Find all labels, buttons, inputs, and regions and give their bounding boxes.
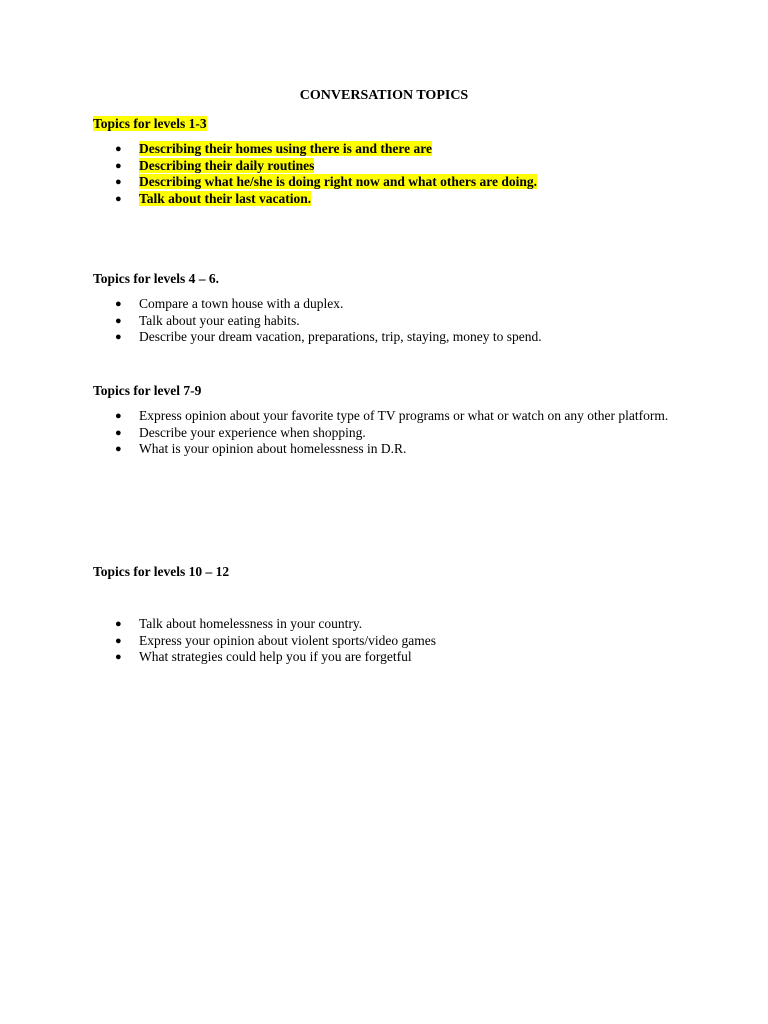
section-heading-levels-10-12: Topics for levels 10 – 12 bbox=[93, 564, 230, 579]
section-heading-levels-7-9: Topics for level 7-9 bbox=[93, 383, 202, 398]
bullet-icon: ● bbox=[115, 331, 122, 344]
bullet-icon: ● bbox=[115, 426, 122, 439]
section-heading-levels-4-6: Topics for levels 4 – 6. bbox=[93, 271, 220, 286]
bullet-icon: ● bbox=[115, 618, 122, 630]
list-item-text: What is your opinion about homelessness in D.R. bbox=[139, 441, 407, 457]
topic-list-levels-10-12 bbox=[0, 616, 768, 666]
list-item-text: Talk about your eating habits. bbox=[139, 312, 300, 328]
list-item-text: What strategies could help you if you are forgetful bbox=[139, 649, 412, 665]
list-item bbox=[0, 408, 669, 425]
section-heading-text: Topics for levels 1-3 bbox=[93, 116, 207, 131]
bullet-icon: ● bbox=[115, 159, 122, 172]
list-item bbox=[0, 313, 669, 330]
list-item bbox=[0, 329, 669, 346]
list-item bbox=[0, 616, 669, 633]
list-item-text: Express opinion about your favorite type of TV programs or what or watch on any other platform. bbox=[139, 408, 669, 423]
bullet-icon: ● bbox=[115, 651, 122, 664]
bullet-icon: ● bbox=[115, 192, 122, 205]
list-item-text: Describing what he/she is doing right now and what others are doing. bbox=[139, 174, 538, 190]
list-item bbox=[0, 191, 669, 208]
bullet-icon: ● bbox=[115, 410, 122, 422]
list-item bbox=[0, 141, 669, 158]
list-item-text: Talk about their last vacation. bbox=[139, 190, 312, 206]
list-item-text: Describing their homes using there is and there are bbox=[139, 141, 432, 156]
topic-list-levels-4-6 bbox=[0, 296, 768, 346]
list-item-text: Talk about homelessness in your country. bbox=[139, 616, 363, 631]
list-item-text: Describing their daily routines bbox=[139, 157, 315, 173]
list-item bbox=[0, 425, 669, 442]
list-item-text: Compare a town house with a duplex. bbox=[139, 296, 344, 311]
bullet-icon: ● bbox=[115, 634, 122, 647]
bullet-icon: ● bbox=[115, 314, 122, 327]
list-item-text: Describe your dream vacation, preparations, trip, staying, money to spend. bbox=[139, 329, 542, 345]
bullet-icon: ● bbox=[115, 298, 122, 310]
list-item bbox=[0, 296, 669, 313]
list-item bbox=[0, 649, 669, 666]
list-item bbox=[0, 158, 669, 175]
bullet-icon: ● bbox=[115, 443, 122, 456]
bullet-icon: ● bbox=[115, 176, 122, 189]
topic-list-levels-7-9 bbox=[0, 408, 768, 458]
list-item bbox=[0, 441, 669, 458]
list-item-text: Express your opinion about violent sports/video games bbox=[139, 632, 436, 648]
section-heading-levels-1-3 bbox=[93, 115, 207, 132]
list-item-text: Describe your experience when shopping. bbox=[139, 424, 366, 440]
list-item bbox=[0, 174, 669, 191]
document-title: CONVERSATION TOPICS bbox=[299, 88, 469, 103]
list-item bbox=[0, 633, 669, 650]
topic-list-levels-1-3 bbox=[0, 141, 768, 207]
bullet-icon: ● bbox=[115, 143, 122, 155]
